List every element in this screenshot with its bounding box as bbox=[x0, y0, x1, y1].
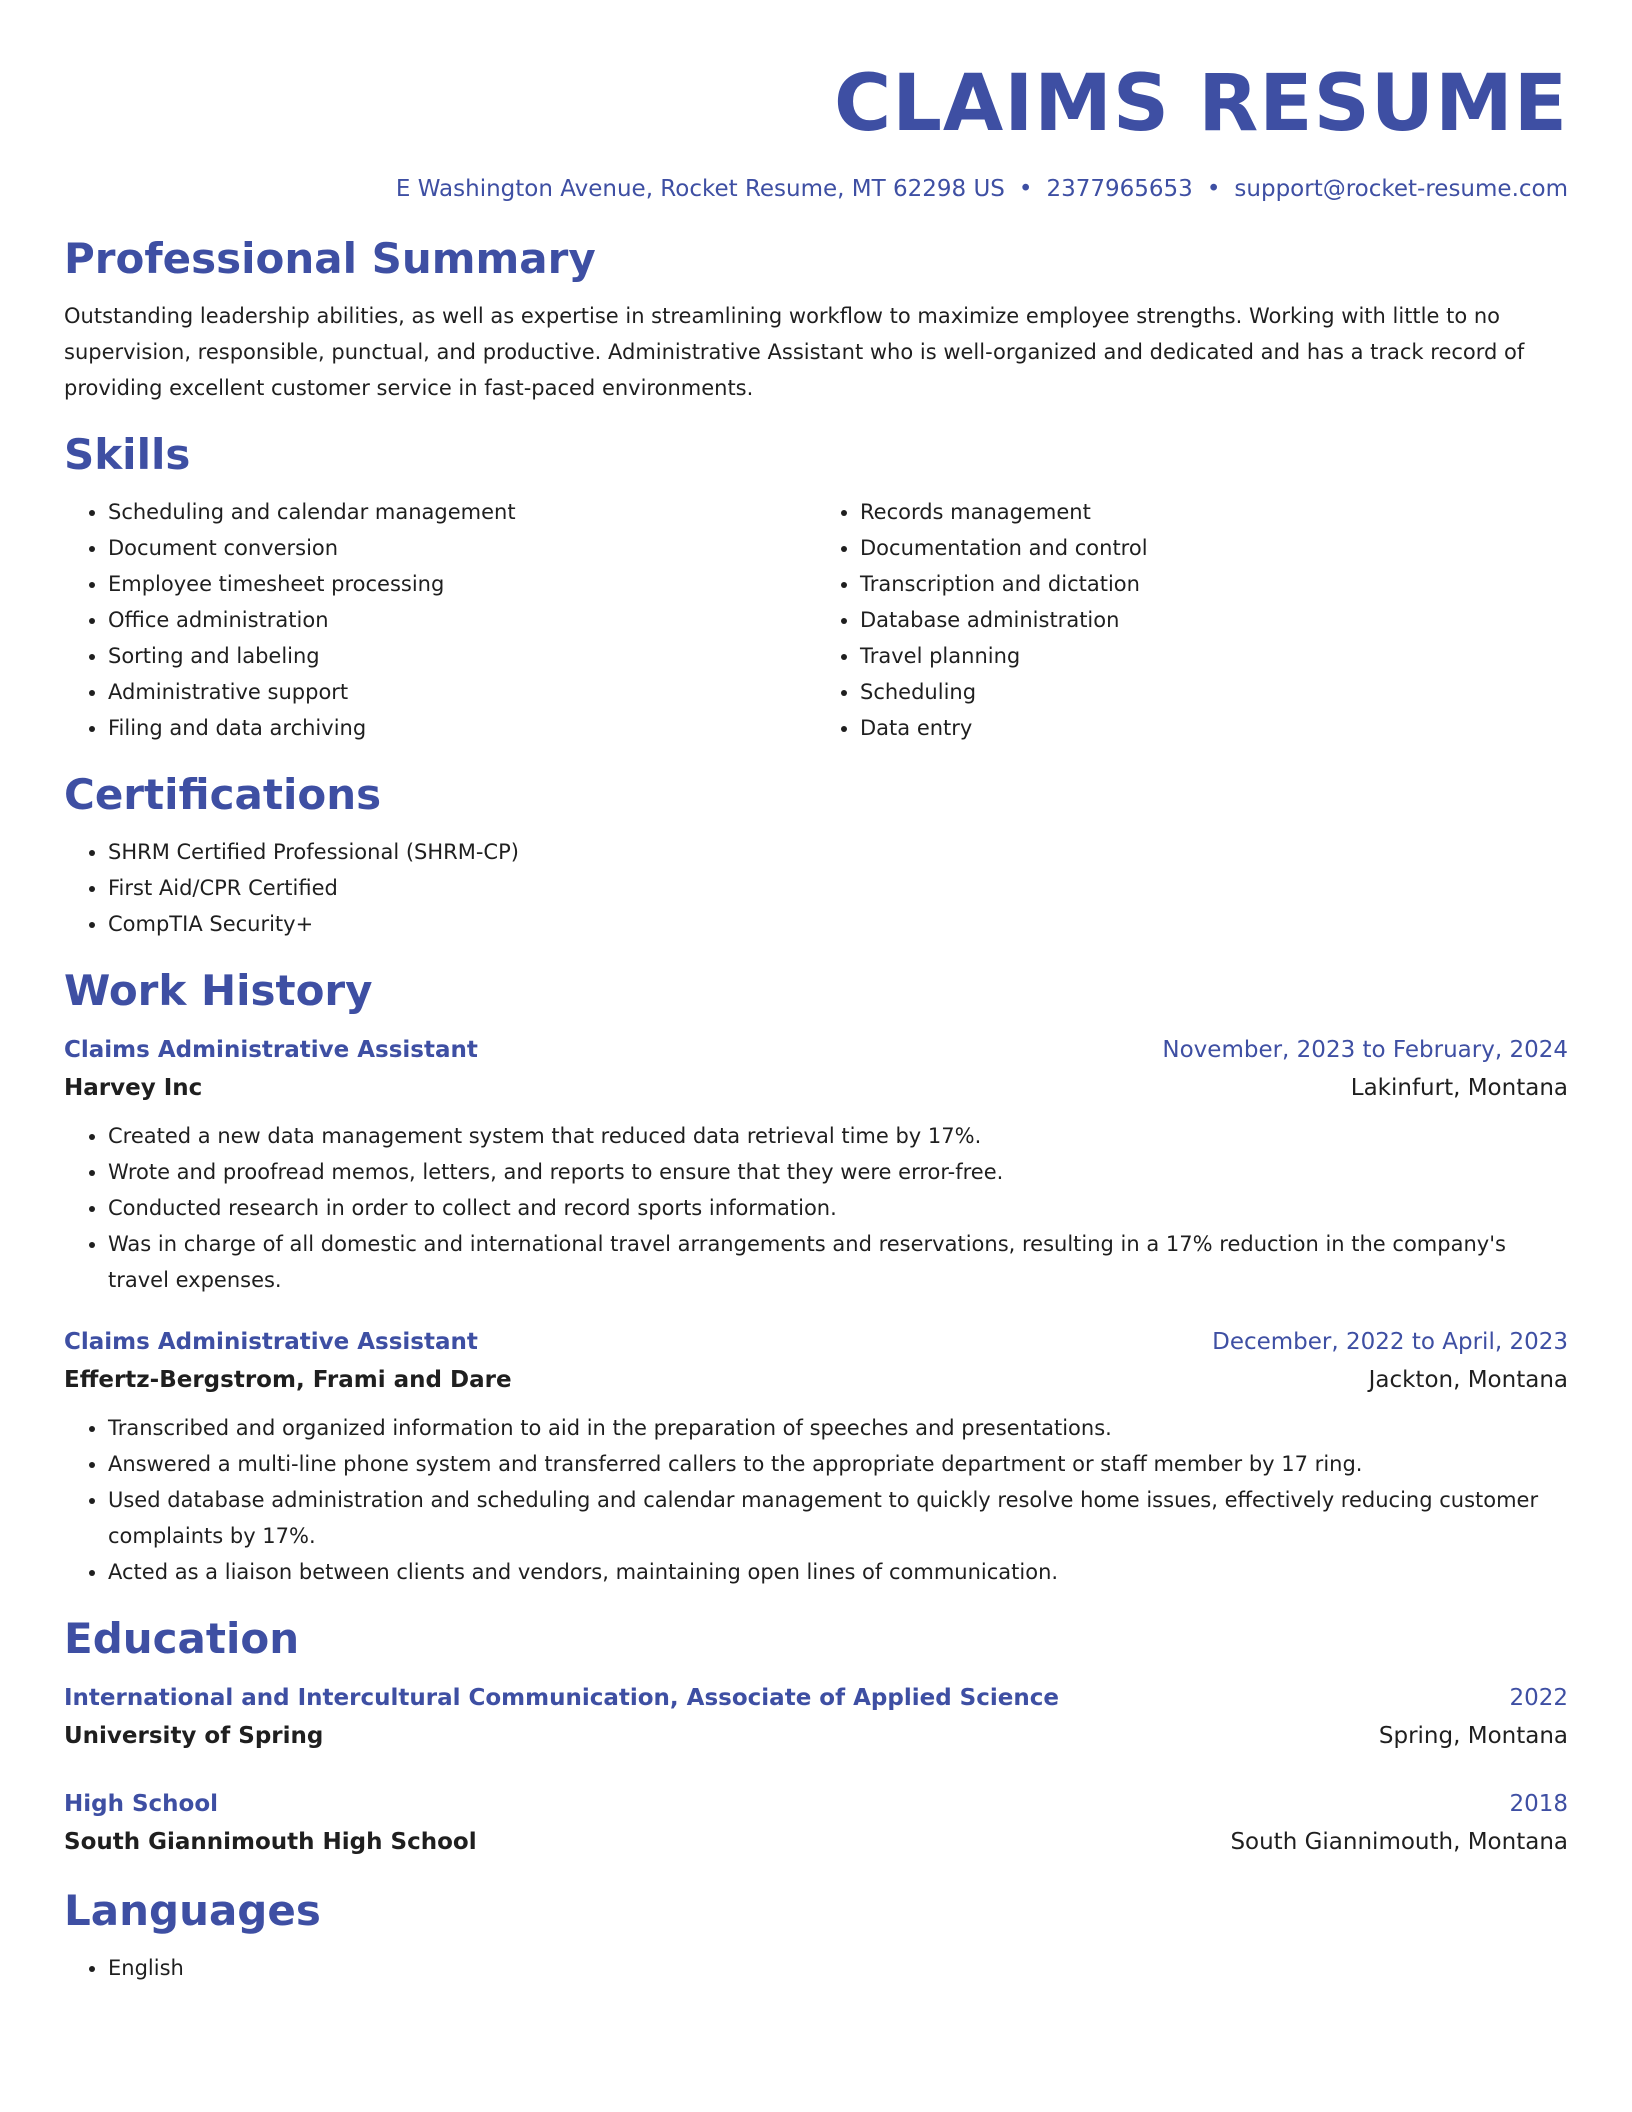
skills-column-right bbox=[816, 494, 1568, 746]
section-title-skills: Skills bbox=[64, 430, 191, 479]
languages-list bbox=[64, 1950, 1568, 1986]
section-title-education: Education bbox=[64, 1614, 300, 1663]
job-location: Lakinfurt, Montana bbox=[1350, 1075, 1568, 1101]
education-degree: International and Intercultural Communication, Associate of Applied Science bbox=[64, 1685, 1059, 1711]
list-item: • Transcription and dictation bbox=[860, 566, 1568, 602]
education-header bbox=[64, 1680, 1568, 1716]
education-subheader bbox=[64, 1822, 1568, 1862]
list-item: • Scheduling and calendar management bbox=[108, 494, 816, 530]
education-school: University of Spring bbox=[64, 1723, 324, 1749]
job-title: Claims Administrative Assistant bbox=[64, 1329, 478, 1355]
list-item: • Administrative support bbox=[108, 674, 816, 710]
contact-separator: • bbox=[1206, 176, 1221, 202]
summary-text: Outstanding leadership abilities, as well as expertise in streamlining workflow to maximize employee strengths. Working with little to no supervision, responsible, punctual, and productive. Administrative Assistant who is well-organized and dedicated and has a track record of providing excellent customer service in fast-paced environments. bbox=[64, 304, 1525, 400]
skills-column-left bbox=[64, 494, 816, 746]
list-item: • Acted as a liaison between clients and vendors, maintaining open lines of communication. bbox=[108, 1554, 1568, 1590]
list-item: • Wrote and proofread memos, letters, and reports to ensure that they were error-free. bbox=[108, 1154, 1568, 1190]
contact-phone: 2377965653 bbox=[1046, 176, 1193, 202]
list-item: • Office administration bbox=[108, 602, 816, 638]
list-item: • Travel planning bbox=[860, 638, 1568, 674]
list-item: • CompTIA Security+ bbox=[108, 906, 1568, 942]
list-item: • Records management bbox=[860, 494, 1568, 530]
contact-email: support@rocket-resume.com bbox=[1234, 176, 1568, 202]
list-item: • Data entry bbox=[860, 710, 1568, 746]
job-bullets bbox=[64, 1118, 1568, 1298]
job-header bbox=[64, 1324, 1568, 1360]
education-year: 2018 bbox=[1509, 1791, 1568, 1817]
job-bullets bbox=[64, 1410, 1568, 1590]
contact-address: E Washington Avenue, Rocket Resume, MT 62298 US bbox=[395, 176, 1005, 202]
contact-separator: • bbox=[1018, 176, 1033, 202]
education-subheader bbox=[64, 1716, 1568, 1756]
list-item: • Document conversion bbox=[108, 530, 816, 566]
job-company: Effertz-Bergstrom, Frami and Dare bbox=[64, 1367, 512, 1393]
section-title-certifications: Certifications bbox=[64, 770, 382, 819]
education-header bbox=[64, 1786, 1568, 1822]
list-item: • Sorting and labeling bbox=[108, 638, 816, 674]
education-location: South Giannimouth, Montana bbox=[1230, 1829, 1568, 1855]
list-item: • Conducted research in order to collect and record sports information. bbox=[108, 1190, 1568, 1226]
education-entry bbox=[64, 1786, 1568, 1862]
list-item: • Filing and data archiving bbox=[108, 710, 816, 746]
job-dates: December, 2022 to April, 2023 bbox=[1212, 1329, 1568, 1355]
education-degree: High School bbox=[64, 1791, 219, 1817]
list-item: • Database administration bbox=[860, 602, 1568, 638]
job-dates: November, 2023 to February, 2024 bbox=[1162, 1037, 1568, 1063]
job-subheader bbox=[64, 1068, 1568, 1108]
section-title-languages: Languages bbox=[64, 1886, 321, 1935]
job-entry bbox=[64, 1032, 1568, 1298]
job-subheader bbox=[64, 1360, 1568, 1400]
education-school: South Giannimouth High School bbox=[64, 1829, 477, 1855]
job-location: Jackton, Montana bbox=[1368, 1367, 1568, 1393]
list-item: • First Aid/CPR Certified bbox=[108, 870, 1568, 906]
job-company: Harvey Inc bbox=[64, 1075, 203, 1101]
skills-list bbox=[64, 494, 1568, 746]
list-item: • Scheduling bbox=[860, 674, 1568, 710]
list-item: • English bbox=[108, 1950, 1568, 1986]
contact-line bbox=[64, 172, 1568, 206]
list-item: • Used database administration and scheduling and calendar management to quickly resolve home issues, effectively reducing customer complaints by 17%. bbox=[108, 1482, 1568, 1554]
job-title: Claims Administrative Assistant bbox=[64, 1037, 478, 1063]
job-entry bbox=[64, 1324, 1568, 1590]
certifications-list bbox=[64, 834, 1568, 942]
list-item: • Employee timesheet processing bbox=[108, 566, 816, 602]
section-title-work-history: Work History bbox=[64, 966, 373, 1015]
list-item: • Transcribed and organized information to aid in the preparation of speeches and presentations. bbox=[108, 1410, 1568, 1446]
education-year: 2022 bbox=[1509, 1685, 1568, 1711]
section-title-summary: Professional Summary bbox=[64, 234, 596, 283]
resume-title: CLAIMS RESUME bbox=[833, 59, 1568, 149]
list-item: • Answered a multi-line phone system and transferred callers to the appropriate department or staff member by 17 ring. bbox=[108, 1446, 1568, 1482]
list-item: • SHRM Certified Professional (SHRM-CP) bbox=[108, 834, 1568, 870]
list-item: • Was in charge of all domestic and international travel arrangements and reservations, resulting in a 17% reduction in the company's travel expenses. bbox=[108, 1226, 1568, 1298]
education-entry bbox=[64, 1680, 1568, 1756]
list-item: • Documentation and control bbox=[860, 530, 1568, 566]
job-header bbox=[64, 1032, 1568, 1068]
list-item: • Created a new data management system that reduced data retrieval time by 17%. bbox=[108, 1118, 1568, 1154]
education-location: Spring, Montana bbox=[1378, 1723, 1568, 1749]
